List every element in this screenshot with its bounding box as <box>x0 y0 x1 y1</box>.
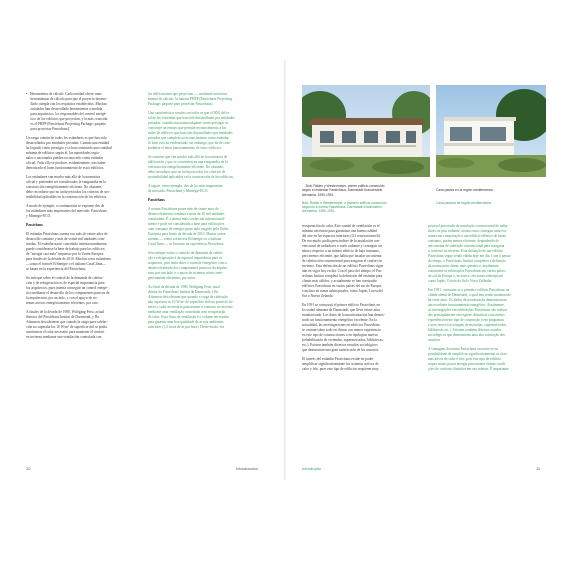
paragraph: Su enfoque sobre el control de la demanda de calefac- ción y de refrigeración es de especial importancia para los arquitectos, pues intenta conseguir un control energé- tico mediante el desarrollo de los componentes pasivos de la arquitectura, por un lado, y con el apoyo de sis- temas activos energéticamente eficientes, por otro. <box>26 276 110 305</box>
paragraph: Un rasgo común de todos los estándares es que han sido desarrollados por entidades privadas. Cuando una entidad ha logrado cierto prestigio y se han construido una cantidad mínima de edificios según él, las autoridades regio- nales o nacionales pueden reconocerlo como estándar oficial. Todo ello se produce, evidentemente, tras haber demostrado el buen funcionamiento de estos edificios. <box>26 136 112 170</box>
paragraph: Seu enfoque sobre o controle da demanda de calefa- ção e refrigeração é de especial importância para os arquitetos, pois tenta obter o controle energético com o desenvolvimento dos componentes passivos da arquite- tura, por um lado, e o apoio de sistemas ativos ener- geticamente eficientes, por outro. <box>148 251 228 280</box>
paragraph: El interés del estándar Passivhaus reside en poder simplificar significativamente los sistemas activos de calor y frío, pues este tipo de edificios requieren muy <box>302 357 379 371</box>
paragraph: A vantagem da norma Passivhaus encontra-se na possibilidade de simplificar significativamente os siste- mas ativos de calor e frio, pois este tipo de edifício requer muito pouca energia para manter ótimas condi- ções de conforto climático em seu interior. É importante <box>428 347 509 371</box>
paragraph: En 1991 se construyó el primer edificio Passivhaus en la ciudad alemana de Darmstadt, que lleva veinte años monitorizado. Los datos de la monitorización han demos- trado un funcionamiento energético excelente. En la actualidad, las investigaciones en edificios Passivhaus se centran sobre todo en climas con menor experiencia en este tipo de construcciones o en tipologías nuevas (rehabilitación de viviendas, supermercados, bibliotecas, etc.). Existen también diversos estudios sociológicos que demuestran una gran satisfacción de los usuarios. <box>302 303 385 352</box>
photo-mediterranean-passive-house <box>436 85 546 177</box>
paragraph: Em 1991, construiu-se o primeiro edifício Passivhaus na cidade alemã de Darmstadt, o qual tem sendo monitorado há vinte anos. Os dados da monitoração demonstraram um excelente funcionamento energético. Atualmente, as investigações em edificações Passivhaus são realiza- das principalmente em regiões climáticas com menos experiência neste tipo de construção e em programas e usos novos (reciclagem de moradias, supermercados, bibliotecas etc.). Existem também diversos estudos sociológicos que demonstram uma alta satisfação dos usuários. <box>428 288 511 342</box>
paragraph: Una característica común con todos es que el 90% del to- tal de las viviendas que han sido desarrolladas por entidades privadas: cuando una norma adquiere cierta prestigio se construye un ensayo que permite reconocimiento a los miles de edificios que han sido desarrollados por entidades privadas que cumplen su reconocimiento como estándar. Si bien esto ha evidenciado, sin embargo, que ha de com- probarse el buen funcionamiento de estos edificios. <box>148 111 235 150</box>
paragraph: • Herramienta de cálculo. Cada entidad ofrece unas herramientas de cálculo para que el proyecto desarro- llado cumpla con los requisitos establecidos. Muchas entidades han desarrollado herramientas a medida para arquitectos, los responsables del control energé- tico de los edificios que proyectan, y la más conocida es el PHPP (Passivhaus Projecting Package: paquete para proyectar Passivhaus). <box>26 92 108 131</box>
photo-caption-left <box>302 180 430 222</box>
left-page-column-spanish <box>26 92 142 340</box>
paragraph: A norma Passivhaus posee más de veinte anos de desenvolvimento contínuo e mais de 20 mil unidades construídas. É a norma mais conhecida internacional- mente e pode ser considerada a base para edificações com consumo de energia quase nulo exigido pela União Europeia para finais da década de 2010. Muitas outras normas — como a francesa Effinergie ou a italiana CasaClima — se baseiam na experiência Passivhaus. <box>148 207 229 246</box>
paragraph: Se sostiene que van mucho más allá de la normativa de edificación y que se convierten en una vanguardia de la construcción energéticamente eficiente. No obstante, debe recordarse que no incluyen todos los criterios de sostenibilidad aplicables en la construcción de los edificios. <box>148 155 234 179</box>
caption-left-portuguese: Bott, Ridder e Westermeyer, o primeiro edifício construído segundo a norma Passivhaus, Darmstadt-Kranichstein, Alemanha, 1990-1991. <box>302 201 387 214</box>
paragraph: A modo de ejemplo, a continuación se exponen dos de los estándares más importantes del mercado: Passivhaus y Minergie-ECO. <box>26 204 107 218</box>
page-gutter <box>284 60 286 480</box>
photo-caption-right <box>436 180 546 214</box>
running-head-right: Introdução <box>302 466 321 471</box>
paragraph: El estándar Passivhaus cuenta con más de veinte años de desarrollo continuo y más de veinte mil unidades cons- truidas. El estándar nació concebido internacionalmente, puede considerarse la base de trabajo para los edificios de "energía casi nula" impuesto por la Unión Europea para finales de la década de 2010. Muchos otros estándares —como el francés Effinergie o el italiano CasaClima— se basan en la experiencia del Passivhaus. <box>26 232 112 271</box>
paragraph: Ao final da década de 1980, Wolfgang Feist, atual diretor do Passivhaus Institut de Darmstadt, e Bo Adamson descobriram que quando a carga de calefação não superava os 10 W/m² de superfície útil era possível for- necer o calor necessário para manter o conforto no inverno mediante uma ventilação controlada com recuperação de calor. Essa fluxo de ventilação é o volume necessário para garantir uma boa qualidade de ar nos ambientes interiores (1,5 troca de ar por hora). Desse modo, era <box>148 285 234 329</box>
right-page-column-spanish <box>302 224 418 372</box>
right-page-column-portuguese <box>428 224 546 372</box>
section-heading: Passivhaus <box>26 223 43 227</box>
caption-right-spanish: Casa pasiva en la región mediterránea. <box>436 188 494 193</box>
photo-darmstadt-passivhaus <box>302 85 430 177</box>
left-page-column-portuguese <box>148 92 266 330</box>
paragraph: A seguir, como ejemplo, dos de los más importantes de mercado: Passivhaus y Minergie-ECO. <box>148 184 223 193</box>
paragraph: Los estándares van mucho más allá de la normativa oficial y pretenden ser considerados la vanguardia en la construcción energéticamente eficiente. No obstante, debe recordarse que no incluyen todos los criterios de sos- tenibilidad aplicables en la construcción de los edificios. <box>26 175 110 199</box>
page-number-left: 10 <box>26 466 31 471</box>
page-number-right: 11 <box>536 466 541 471</box>
caption-left-spanish: Bott, Ridder y Westermeyer, primer edificio construido según el estándar Passivhaus, Darmstadt-Kranichstein, Alemania, 1990-1991. <box>302 184 385 197</box>
running-head-left: Introducción <box>236 466 258 471</box>
caption-right-portuguese: Casa passiva na região mediterrânea. <box>436 201 492 206</box>
section-heading: Passivhaus <box>148 198 165 202</box>
paragraph: las edificaciones que proyectan —, mediante una herra- mienta de cálculo: la famosa PHPP (Passivhaus Projecting Package: paquete para proyectar Passivhaus). <box>148 92 233 106</box>
paragraph: possível prescindir da instalação convencional de radia- dores ou piso radiante, assim como conseguir uma eco- nomia em comparação a um edifício idêntico de baixo consumo, porém menos eficiente, dependendo de um sistema de calefação convencional para assegurar o conforto no inverno. Esta definição de um edifício Passivhaus segue sendo válida hoje em dia. Com o passar do tempo, o Passivhaus Institut completou a definição da norma para climas mais quentes e, atualmente, constroem-se edificações Passivhaus em vários países do sul da Europa e, inclusive, em zonas subtropicais como Japão, Coreia do Sul e Nova Zelândia. <box>428 224 511 283</box>
paragraph: A finales de la década de 1980, Wolfgang Feist, actual director del Passivhaus Institut de Darmstadt, y Bo Adamson descubrieron que cuando la carga para calefac- ción no superaba los 10 W/m² de superficie útil se podía suministrar el calor necesario para mantener el confort en invierno mediante una ventilación controlada con <box>26 310 109 339</box>
paragraph: recuperación de calor. Este caudal de ventilación es el mínimo necesario para garantizar una buena calidad del aire en los espacios interiores (0,3 renovaciones/h). De ese modo, podía prescindirse de la instalación con- vencional de radiadores o suelo radiante y conseguir un ahorro respecto a un mismo edificio de baja consumo, pero menos eficiente, que había que instalar un sistema de calefacción convencional para asegurar el confort en invierno. Esta definición de un edificio Passivhaus sigue aún en vigor hoy en día. Con el paso del tiempo, el Pas- sivhaus Institut completó la definición del estándar para climas más cálidos, y actualmente se han construido edificios Passivhaus en varios países del sur de Europa, e incluso en zonas subtropicales, como Japón, Corea del Sur o Nueva Zelanda. <box>302 224 384 298</box>
